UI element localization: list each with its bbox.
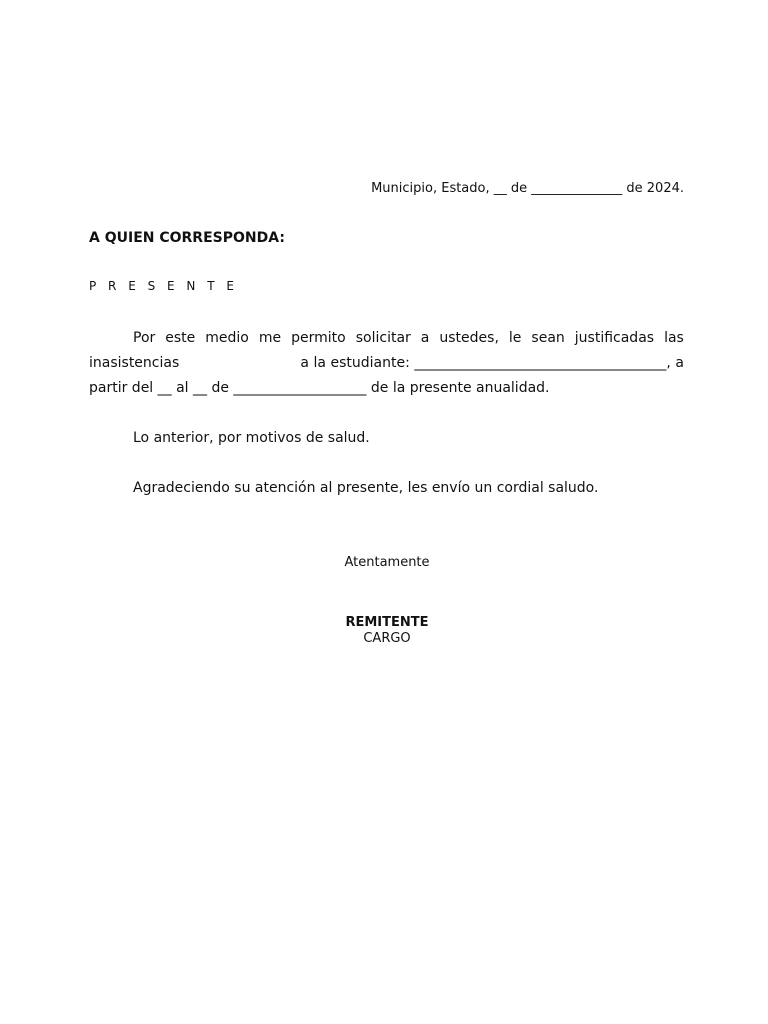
word: medio [205, 330, 249, 346]
word: le [508, 330, 522, 346]
presente-label: P R E S E N T E [89, 279, 238, 293]
word: sean [531, 330, 565, 346]
word: Por [133, 330, 156, 346]
addressee-heading: A QUIEN CORRESPONDA: [89, 230, 285, 246]
request-line-1 [89, 326, 684, 351]
word: ustedes, [439, 330, 499, 346]
word: me [258, 330, 282, 346]
word: la [313, 355, 326, 371]
request-line-3: partir del __ al __ de ___________________ de la presente anualidad. [89, 380, 550, 396]
date-line: Municipio, Estado, __ de ______________ de 2024. [371, 181, 684, 196]
sender-name: REMITENTE [345, 615, 429, 630]
word: permito [291, 330, 346, 346]
word: solicitar [355, 330, 411, 346]
closing-salutation: Atentamente [344, 555, 430, 570]
blank-gap [184, 351, 296, 376]
word: a [420, 330, 430, 346]
student-name-blank: ____________________________________, [414, 355, 671, 371]
word: este [165, 330, 196, 346]
word: las [664, 330, 684, 346]
reason-paragraph: Lo anterior, por motivos de salud. [133, 430, 370, 446]
word: estudiante: [330, 355, 410, 371]
word: inasistencias [89, 355, 180, 371]
word: a [675, 355, 684, 371]
closing-paragraph: Agradeciendo su atención al presente, les envío un cordial saludo. [133, 480, 599, 496]
request-line-2 [89, 351, 684, 376]
request-paragraph [89, 326, 684, 401]
sender-title: CARGO [363, 631, 411, 646]
word: a [300, 355, 309, 371]
word: justificadas [574, 330, 655, 346]
